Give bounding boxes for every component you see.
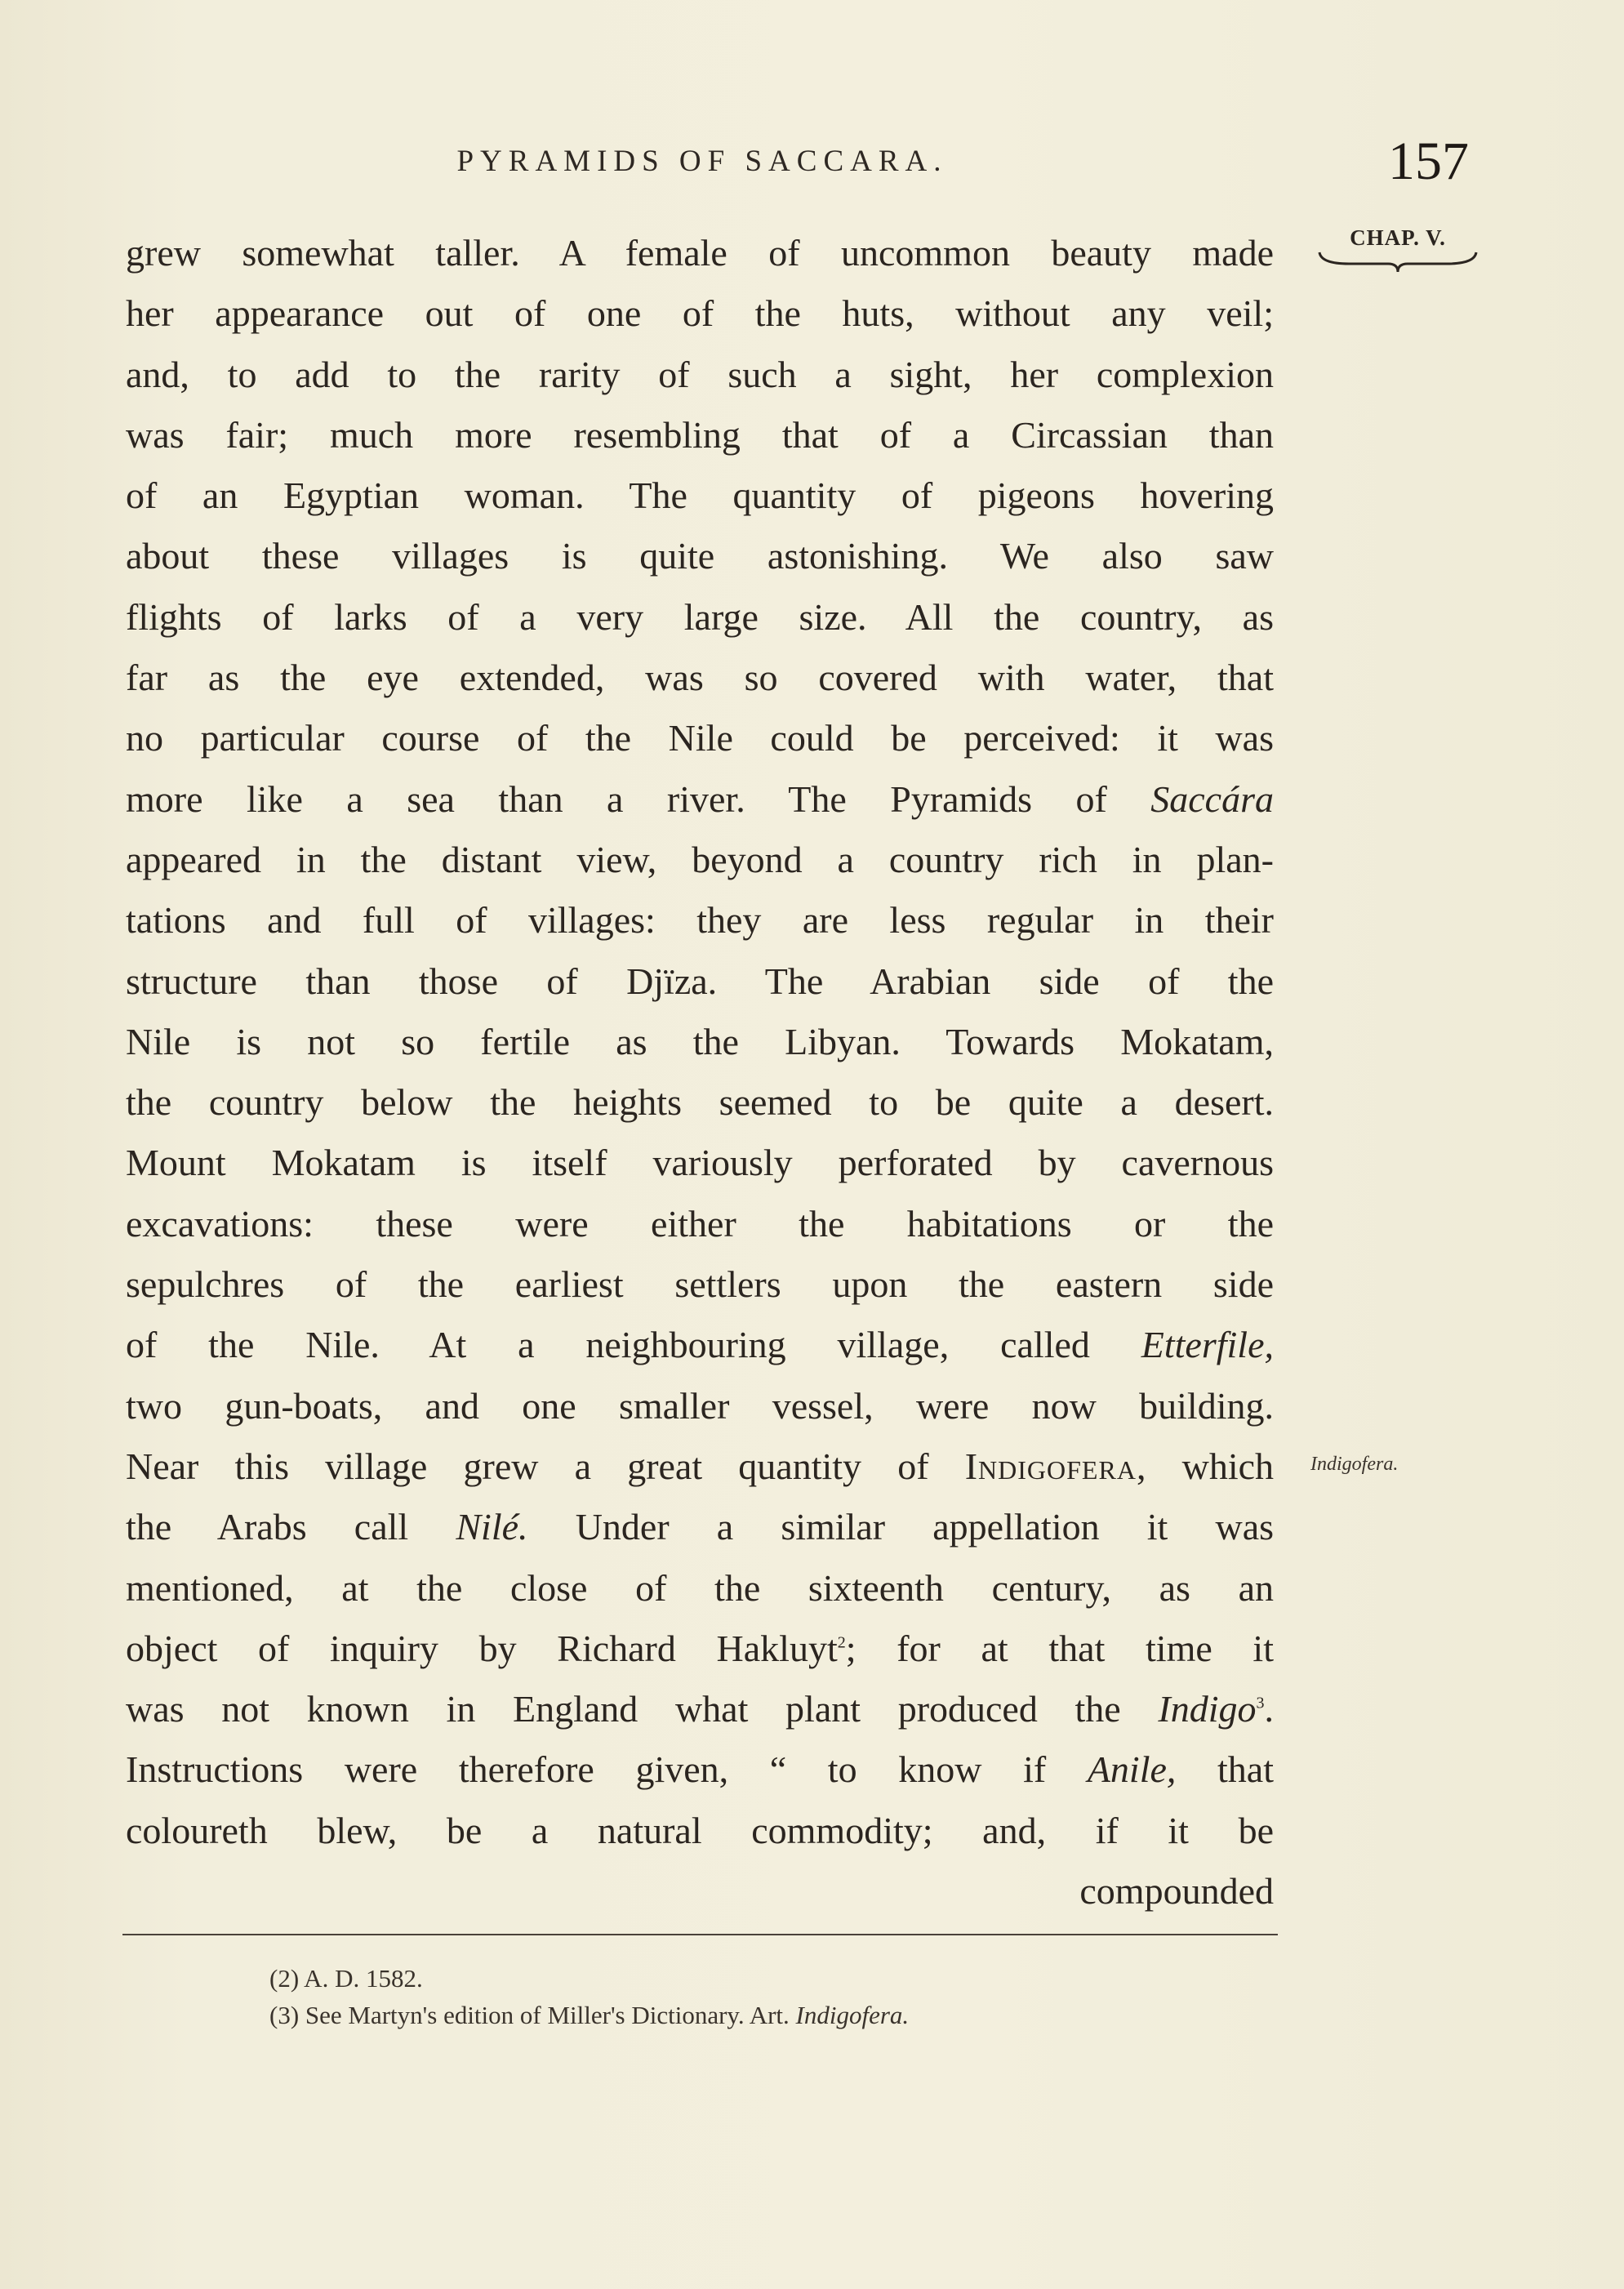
running-title: PYRAMIDS OF SACCARA.	[456, 145, 948, 178]
text-line: mentioned, at the close of the sixteenth century, as an	[126, 1566, 1274, 1609]
text-line	[126, 1497, 1274, 1557]
text-line: Mount Mokatam is itself variously perforated by cavernous	[126, 1142, 1274, 1184]
text-segment: object of inquiry by Richard Hakluyt	[126, 1627, 838, 1669]
chapter-brace-icon	[1316, 247, 1479, 275]
text-segment: more like a sea than a river. The Pyramids of	[126, 777, 1107, 820]
text-line: was fair; much more resembling that of a Circassian than	[126, 413, 1274, 456]
marginal-note-indigofera: Indigofera.	[1310, 1454, 1399, 1475]
text-line: structure than those of Djïza. The Arabian side of the	[126, 960, 1274, 1002]
text-segment: ; for at that time it	[845, 1627, 1274, 1669]
text-line: about these villages is quite astonishing. We also saw	[126, 535, 1274, 577]
term-anile: Anile,	[1087, 1748, 1177, 1791]
text-segment: Under a similar appellation it was	[575, 1506, 1274, 1548]
text-segment: Near this village grew a great quantity of	[126, 1445, 929, 1487]
term-indigo: Indigo	[1158, 1688, 1257, 1730]
text-line: and, to add to the rarity of such a sight, her complexion	[126, 353, 1274, 395]
text-line: flights of larks of a very large size. All the country, as	[126, 595, 1274, 638]
text-line: excavations: these were either the habitations or the	[126, 1202, 1274, 1245]
footnote-3-term: Indigofera.	[795, 2001, 910, 2029]
text-line	[126, 1739, 1274, 1800]
footnotes	[269, 1960, 909, 2033]
text-line: sepulchres of the earliest settlers upon the eastern side	[126, 1263, 1274, 1306]
text-line: Nile is not so fertile as the Libyan. Towards Mokatam,	[126, 1020, 1274, 1062]
text-line	[126, 1436, 1274, 1497]
text-line: her appearance out of one of the huts, without any veil;	[126, 292, 1274, 335]
text-segment: Instructions were therefore given, “ to know if	[126, 1748, 1047, 1791]
term-nile: Nilé.	[456, 1506, 528, 1548]
text-line: of an Egyptian woman. The quantity of pigeons hovering	[126, 474, 1274, 517]
text-line: the country below the heights seemed to be quite a desert.	[126, 1081, 1274, 1124]
text-segment: .	[1264, 1688, 1274, 1730]
text-line	[126, 1679, 1274, 1739]
page-number: 157	[1388, 131, 1469, 191]
footnote-2: (2) A. D. 1582.	[269, 1964, 423, 1993]
text-line: no particular course of the Nile could be perceived: it was	[126, 717, 1274, 759]
footnote-rule	[122, 1934, 1278, 1935]
plant-name-indigofera: Indigofera	[964, 1445, 1137, 1487]
chapter-marginal	[1316, 225, 1479, 275]
footnote-ref-3: 3	[1256, 1694, 1265, 1712]
place-name-saccara: Saccára	[1150, 777, 1274, 820]
text-segment: was not known in England what plant produced the	[126, 1688, 1121, 1730]
text-line	[126, 1315, 1274, 1375]
text-line: tations and full of villages: they are less regular in their	[126, 899, 1274, 942]
footnote-ref-2: 2	[837, 1633, 846, 1652]
text-line	[126, 769, 1274, 830]
text-line: far as the eye extended, was so covered with water, that	[126, 657, 1274, 699]
text-line	[126, 1619, 1274, 1679]
main-text	[126, 223, 1274, 1922]
text-line: coloureth blew, be a natural commodity; and, if it be	[126, 1809, 1274, 1851]
footnote-3	[269, 1997, 909, 2033]
text-segment: , which	[1136, 1445, 1274, 1487]
text-segment: of the Nile. At a neighbouring village, called	[126, 1324, 1090, 1366]
chapter-label: CHAP. V.	[1350, 225, 1446, 250]
text-line: appeared in the distant view, beyond a country rich in plan-	[126, 838, 1274, 880]
text-segment: the Arabs call	[126, 1506, 409, 1548]
text-line: two gun-boats, and one smaller vessel, were now building.	[126, 1384, 1274, 1427]
catchword: compounded	[1079, 1870, 1274, 1913]
place-name-etterfile: Etterfile,	[1141, 1324, 1274, 1366]
footnote-3-text: (3) See Martyn's edition of Miller's Dictionary. Art.	[269, 2001, 790, 2029]
text-line: grew somewhat taller. A female of uncommon beauty made	[126, 232, 1274, 274]
text-segment: that	[1217, 1748, 1274, 1791]
